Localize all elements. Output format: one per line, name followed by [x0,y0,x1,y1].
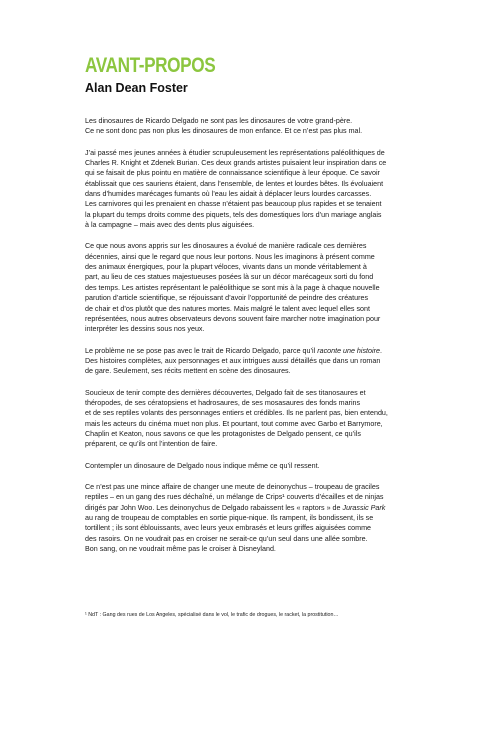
text-line: Bon sang, on ne voudrait même pas le croiser à Disneyland. [85,545,276,554]
text-line: reptiles – en un gang des rues déchaîné, un mélange de Crips¹ couverts d’écailles et de ninjas [85,493,384,502]
text-line: qui se faisait de plus pointu en matière de connaissance scientifique à leur époque. Ce savoir [85,169,380,178]
italic-text: raconte une histoire [317,346,380,355]
text-line: représentées, nous autres observateurs devons souvent faire marcher notre imagination pour [85,314,381,323]
text-line: Des histoires complètes, aux personnages et aux intrigues aussi détaillés que dans un roman [85,356,381,365]
text-line: à la campagne – mais avec des dents plus aiguisées. [85,221,255,230]
text-line: Ce ne sont donc pas non plus les dinosaures de mon enfance. Et ce n’est pas plus mal. [85,127,363,136]
text-line: théropodes, de ses cératopsiens et hadrosaures, de ses mosasaures des fonds marins [85,398,361,407]
paragraph-7 [85,482,403,554]
text-line: au rang de troupeau de comptables en sortie pique-nique. Ils rampent, ils bondissent, ils se [85,514,374,522]
paragraph-6 [85,461,403,471]
text-line: de gare. Seulement, ses récits mettent en scène des dinosaures. [85,367,291,376]
text-line: part, au lieu de ces statues majestueuses posées là sur un décor marécageux sorti du fond [85,273,374,282]
text-line: mais les acteurs du cinéma muet non plus. Et pourtant, tout comme avec Garbo et Barrymore, [85,419,383,428]
body-text [85,116,403,565]
text-line: établissait que ces sauriens étaient, dans l’ensemble, de lentes et lourdes bêtes. Ils évoluaient [85,179,384,188]
text-line: Ce que nous avons appris sur les dinosaures a évolué de manière radicale ces dernières [85,242,367,251]
text-line: Contempler un dinosaure de Delgado nous indique même ce qu’il ressent. [85,461,320,470]
page-title: AVANT-PROPOS [85,54,216,77]
paragraph-1 [85,116,403,137]
text-line: des temps. Les artistes représentant le paléolithique se sont mis à la page à chaque nouvelle [85,283,380,292]
footnote: ¹ NdT : Gang des rues de Los Angeles, spécialisé dans le vol, le trafic de drogues, le racket, la prostitution… [85,612,339,618]
text-line: Ce n’est pas une mince affaire de changer une meute de deinonychus – troupeau de graciles [85,482,380,491]
text-line: parution d’article scientifique, se réjouissant d’avoir l’opportunité de peindre des créatures [85,294,369,303]
author-name: Alan Dean Foster [85,81,188,95]
paragraph-5 [85,388,403,450]
text-line: préparent, ce qu’ils ont l’intention de faire. [85,440,218,449]
text-line: interpréter les dessins sous nos yeux. [85,325,205,334]
text-line: décennies, ainsi que le regard que nous leur portons. Nous les imaginons à présent comme [85,252,375,261]
paragraph-3 [85,241,403,334]
text-line: Soucieux de tenir compte des dernières découvertes, Delgado fait de ses titanosaures et [85,388,366,397]
text-line: Les carnivores qui les prenaient en chasse n’étaient pas beaucoup plus rapides et se tenaient [85,200,382,209]
text-line: et de ses reptiles volants des personnages entiers et crédibles. Ils ne parlent pas, bien entendu, [85,409,388,418]
text-line: de chair et d’os plutôt que des natures mortes. Mais malgré le talent avec lequel elles sont [85,304,370,313]
text-line: des animaux énergiques, pour la plupart véloces, vivants dans un monde véritablement à [85,263,367,272]
text-line: Charles R. Knight et Zdenek Burian. Ces deux grands artistes puisaient leur inspiration dans ce [85,159,387,168]
text-line: Le problème ne se pose pas avec le trait de Ricardo Delgado, parce qu’il raconte une histoire. [85,346,382,355]
text-line: J’ai passé mes jeunes années à étudier scrupuleusement les représentations paléolithiques de [85,148,385,157]
paragraph-4 [85,346,403,377]
text-line: Chaplin et Keaton, nous savons ce que les protagonistes de Delgado pensent, ce qu’ils [85,429,361,438]
text-line: Les dinosaures de Ricardo Delgado ne sont pas les dinosaures de votre grand-père. [85,117,353,125]
paragraph-2 [85,148,403,231]
text-line: dans d’humides marécages fumants où l’eau les aidait à déplacer leurs lourdes carcasses. [85,190,372,199]
italic-text: Jurassic Park [342,503,386,512]
text-line: dirigés par John Woo. Les deinonychus de Delgado rabaissent les « raptors » de Jurassic Park [85,503,386,512]
text-line: des rasoirs. On ne voudrait pas en croiser ne serait-ce qu’un seul dans une allée sombre. [85,534,368,543]
text-line: tortillent ; ils sont éblouissants, avec leurs yeux embrasés et leurs griffes aiguisées comme [85,524,372,533]
text-line: la plupart du temps droits comme des piquets, tels des domestiques lors d’un mariage anglais [85,210,382,219]
